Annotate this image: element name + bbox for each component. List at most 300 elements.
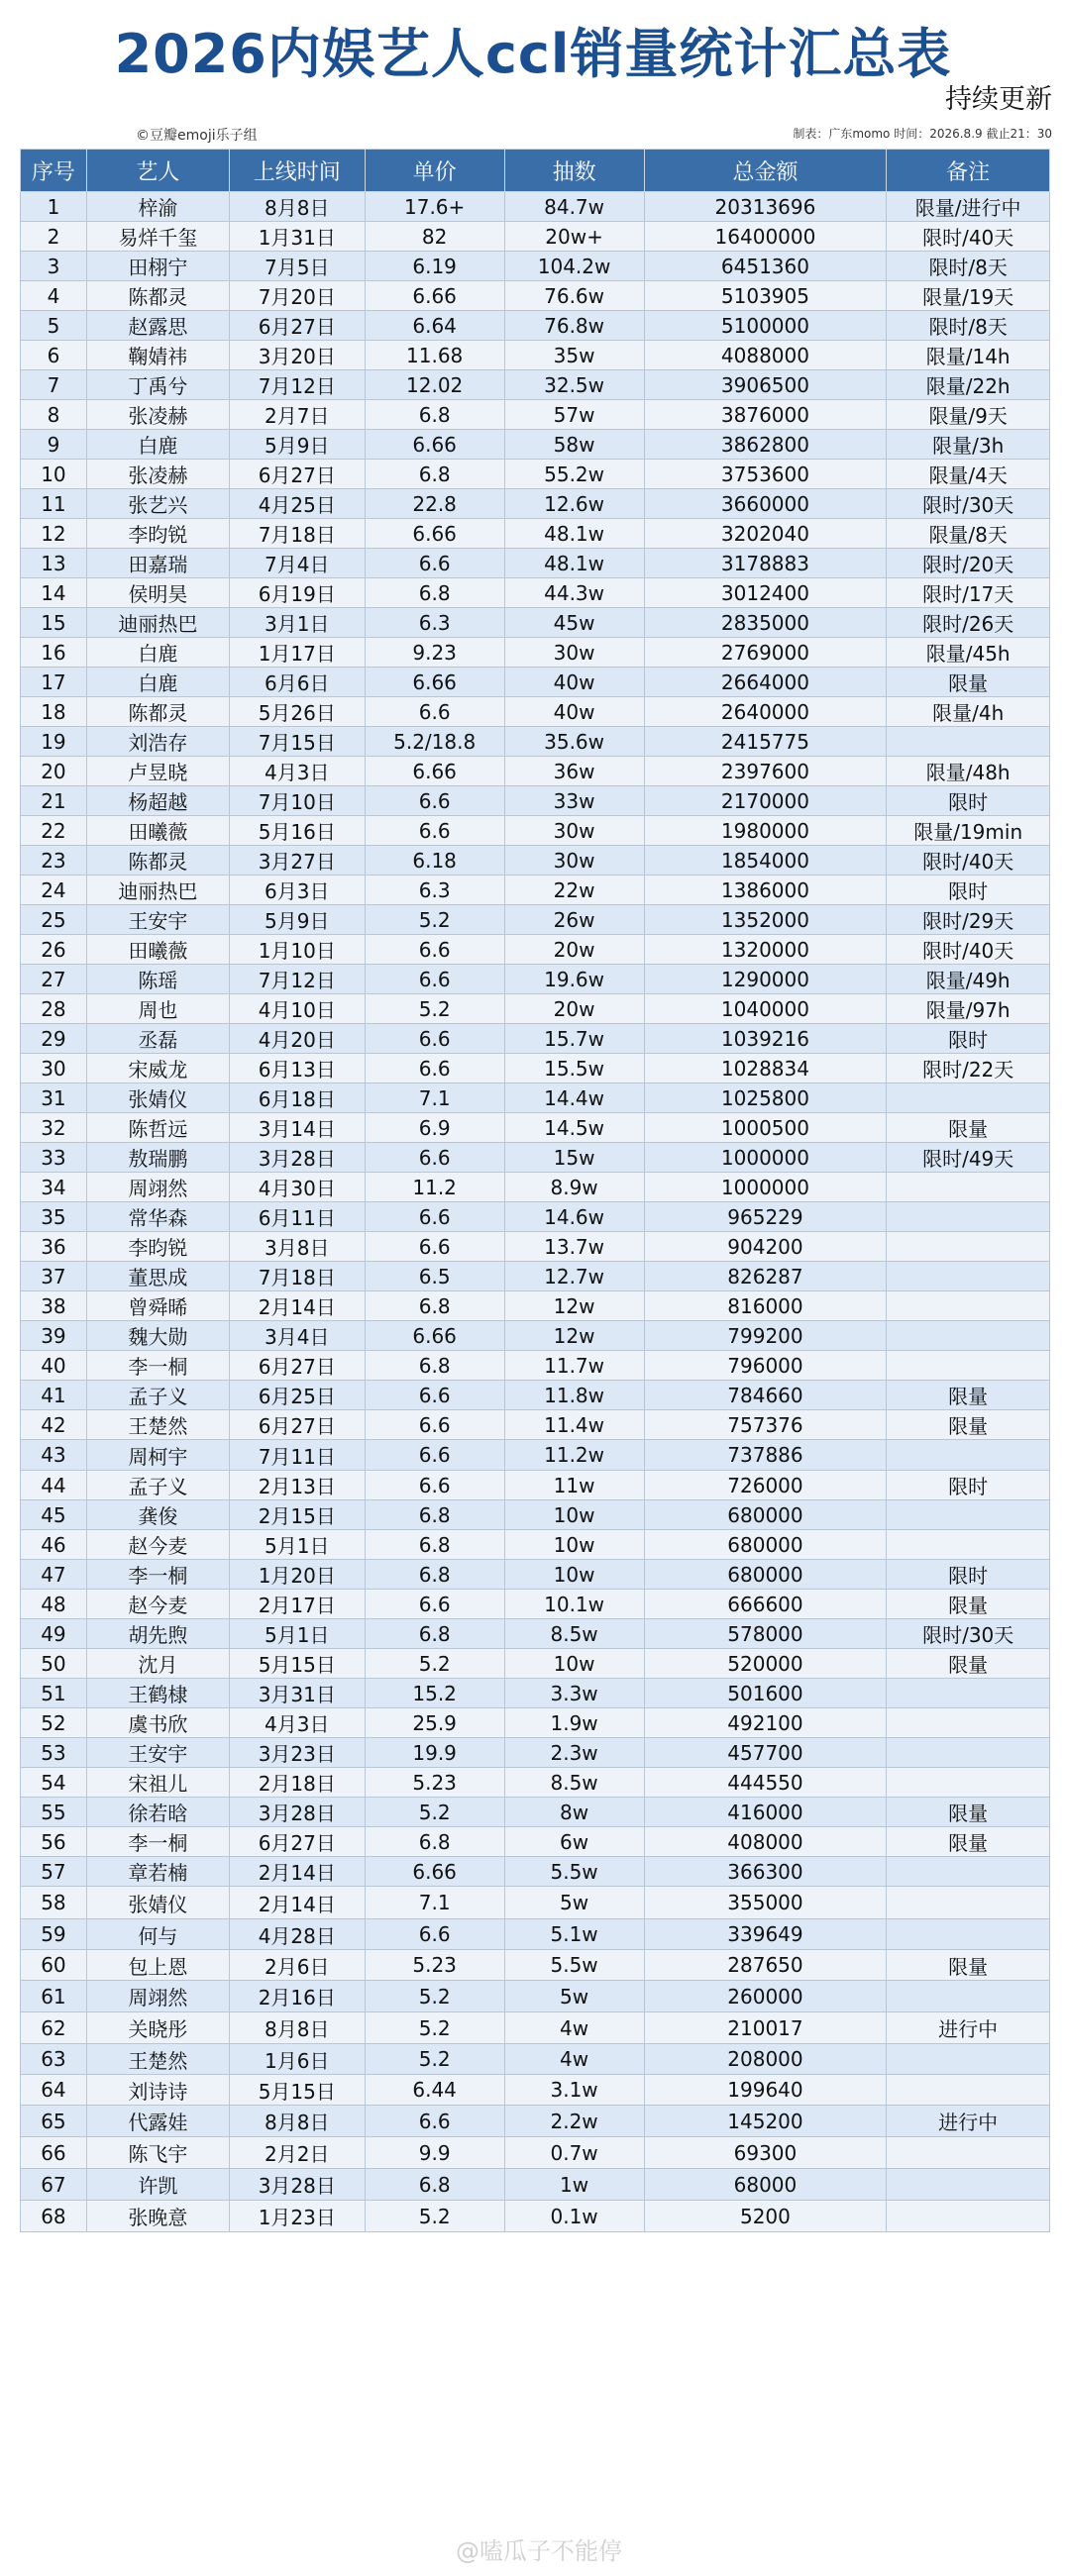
cell-index: 53 bbox=[21, 1738, 87, 1768]
cell-unit-price: 6.6 bbox=[365, 1919, 504, 1950]
cell-unit-price: 6.64 bbox=[365, 311, 504, 341]
cell-index: 61 bbox=[21, 1981, 87, 2012]
cell-unit-price: 6.6 bbox=[365, 1232, 504, 1262]
cell-draws: 0.1w bbox=[504, 2201, 644, 2232]
table-row bbox=[21, 1679, 1050, 1708]
cell-total: 6451360 bbox=[644, 252, 887, 281]
cell-artist: 易烊千玺 bbox=[86, 222, 229, 252]
cell-note bbox=[887, 1919, 1050, 1950]
cell-note bbox=[887, 1857, 1050, 1887]
cell-draws: 57w bbox=[504, 400, 644, 430]
table-row bbox=[21, 2106, 1050, 2137]
cell-draws: 44.3w bbox=[504, 578, 644, 608]
cell-artist: 徐若晗 bbox=[86, 1798, 229, 1827]
cell-draws: 30w bbox=[504, 846, 644, 876]
cell-index: 25 bbox=[21, 905, 87, 935]
cell-unit-price: 6.6 bbox=[365, 786, 504, 816]
cell-unit-price: 6.9 bbox=[365, 1113, 504, 1143]
cell-draws: 1w bbox=[504, 2169, 644, 2201]
table-row bbox=[21, 1768, 1050, 1798]
cell-unit-price: 5.2 bbox=[365, 2012, 504, 2044]
cell-total: 210017 bbox=[644, 2012, 887, 2044]
table-row bbox=[21, 430, 1050, 460]
cell-artist: 田曦薇 bbox=[86, 816, 229, 846]
cell-total: 666600 bbox=[644, 1590, 887, 1619]
table-row bbox=[21, 1560, 1050, 1590]
table-row bbox=[21, 965, 1050, 994]
table-row bbox=[21, 1143, 1050, 1173]
cell-launch-date: 3月28日 bbox=[229, 1143, 365, 1173]
cell-index: 33 bbox=[21, 1143, 87, 1173]
cell-unit-price: 19.9 bbox=[365, 1738, 504, 1768]
table-row bbox=[21, 905, 1050, 935]
cell-draws: 14.5w bbox=[504, 1113, 644, 1143]
cell-total: 5103905 bbox=[644, 281, 887, 311]
cell-draws: 48.1w bbox=[504, 549, 644, 578]
cell-index: 28 bbox=[21, 994, 87, 1024]
cell-unit-price: 11.68 bbox=[365, 341, 504, 370]
cell-artist: 关晓彤 bbox=[86, 2012, 229, 2044]
table-row bbox=[21, 1054, 1050, 1083]
cell-total: 287650 bbox=[644, 1950, 887, 1981]
table-row bbox=[21, 1291, 1050, 1321]
cell-artist: 曾舜晞 bbox=[86, 1291, 229, 1321]
cell-index: 12 bbox=[21, 519, 87, 549]
cell-draws: 8.5w bbox=[504, 1768, 644, 1798]
cell-index: 43 bbox=[21, 1440, 87, 1471]
table-header bbox=[21, 150, 1050, 192]
cell-index: 57 bbox=[21, 1857, 87, 1887]
cell-launch-date: 4月20日 bbox=[229, 1024, 365, 1054]
cell-unit-price: 6.6 bbox=[365, 697, 504, 727]
cell-artist: 包上恩 bbox=[86, 1950, 229, 1981]
cell-index: 16 bbox=[21, 638, 87, 668]
cell-index: 23 bbox=[21, 846, 87, 876]
cell-artist: 陈都灵 bbox=[86, 697, 229, 727]
table-row bbox=[21, 668, 1050, 697]
cell-unit-price: 6.8 bbox=[365, 1530, 504, 1560]
cell-index: 7 bbox=[21, 370, 87, 400]
cell-artist: 王安宇 bbox=[86, 1738, 229, 1768]
cell-index: 41 bbox=[21, 1381, 87, 1410]
cell-unit-price: 5.2 bbox=[365, 1798, 504, 1827]
table-row bbox=[21, 757, 1050, 786]
cell-draws: 40w bbox=[504, 697, 644, 727]
cell-note: 限量 bbox=[887, 1798, 1050, 1827]
cell-total: 3753600 bbox=[644, 460, 887, 489]
cell-index: 10 bbox=[21, 460, 87, 489]
cell-artist: 迪丽热巴 bbox=[86, 608, 229, 638]
cell-artist: 杨超越 bbox=[86, 786, 229, 816]
cell-index: 9 bbox=[21, 430, 87, 460]
table-row bbox=[21, 2075, 1050, 2106]
cell-unit-price: 6.5 bbox=[365, 1262, 504, 1291]
cell-draws: 12.6w bbox=[504, 489, 644, 519]
cell-launch-date: 2月14日 bbox=[229, 1857, 365, 1887]
cell-note: 限量/19天 bbox=[887, 281, 1050, 311]
cell-artist: 宋祖儿 bbox=[86, 1768, 229, 1798]
cell-launch-date: 3月28日 bbox=[229, 2169, 365, 2201]
table-row bbox=[21, 1590, 1050, 1619]
cell-artist: 王安宇 bbox=[86, 905, 229, 935]
table-row bbox=[21, 1857, 1050, 1887]
cell-index: 1 bbox=[21, 192, 87, 222]
cell-note bbox=[887, 1351, 1050, 1381]
cell-total: 444550 bbox=[644, 1768, 887, 1798]
cell-draws: 10w bbox=[504, 1649, 644, 1679]
cell-draws: 1.9w bbox=[504, 1708, 644, 1738]
cell-unit-price: 6.66 bbox=[365, 668, 504, 697]
cell-artist: 王楚然 bbox=[86, 1410, 229, 1440]
table-row bbox=[21, 786, 1050, 816]
cell-artist: 宋威龙 bbox=[86, 1054, 229, 1083]
cell-artist: 龚俊 bbox=[86, 1500, 229, 1530]
table-row bbox=[21, 876, 1050, 905]
cell-draws: 20w+ bbox=[504, 222, 644, 252]
cell-launch-date: 6月13日 bbox=[229, 1054, 365, 1083]
cell-launch-date: 3月20日 bbox=[229, 341, 365, 370]
cell-launch-date: 6月27日 bbox=[229, 1827, 365, 1857]
cell-total: 726000 bbox=[644, 1471, 887, 1500]
cell-total: 1980000 bbox=[644, 816, 887, 846]
cell-draws: 14.6w bbox=[504, 1202, 644, 1232]
cell-artist: 敖瑞鹏 bbox=[86, 1143, 229, 1173]
cell-total: 501600 bbox=[644, 1679, 887, 1708]
cell-total: 3202040 bbox=[644, 519, 887, 549]
cell-note: 限量 bbox=[887, 1113, 1050, 1143]
header-total: 总金额 bbox=[644, 150, 887, 192]
cell-unit-price: 6.6 bbox=[365, 1143, 504, 1173]
cell-total: 3876000 bbox=[644, 400, 887, 430]
cell-launch-date: 3月23日 bbox=[229, 1738, 365, 1768]
cell-total: 680000 bbox=[644, 1500, 887, 1530]
cell-total: 1028834 bbox=[644, 1054, 887, 1083]
cell-unit-price: 6.6 bbox=[365, 1381, 504, 1410]
cell-index: 64 bbox=[21, 2075, 87, 2106]
cell-draws: 5w bbox=[504, 1981, 644, 2012]
author-time-note: 制表：广东momo 时间：2026.8.9 截止21：30 bbox=[793, 127, 1052, 141]
cell-draws: 2.3w bbox=[504, 1738, 644, 1768]
cell-draws: 10w bbox=[504, 1560, 644, 1590]
cell-unit-price: 6.8 bbox=[365, 1500, 504, 1530]
cell-draws: 20w bbox=[504, 935, 644, 965]
cell-launch-date: 2月18日 bbox=[229, 1768, 365, 1798]
cell-note: 限量 bbox=[887, 1381, 1050, 1410]
cell-note: 限量/45h bbox=[887, 638, 1050, 668]
cell-draws: 11.2w bbox=[504, 1440, 644, 1471]
cell-artist: 陈哲远 bbox=[86, 1113, 229, 1143]
header-artist: 艺人 bbox=[86, 150, 229, 192]
cell-unit-price: 6.44 bbox=[365, 2075, 504, 2106]
cell-note: 限时/49天 bbox=[887, 1143, 1050, 1173]
cell-note: 限时 bbox=[887, 1471, 1050, 1500]
cell-draws: 14.4w bbox=[504, 1083, 644, 1113]
cell-total: 2640000 bbox=[644, 697, 887, 727]
cell-index: 14 bbox=[21, 578, 87, 608]
table-row bbox=[21, 311, 1050, 341]
table-row bbox=[21, 2201, 1050, 2232]
table-row bbox=[21, 2044, 1050, 2075]
cell-index: 6 bbox=[21, 341, 87, 370]
cell-launch-date: 4月30日 bbox=[229, 1173, 365, 1202]
table-row bbox=[21, 1173, 1050, 1202]
table-row bbox=[21, 1919, 1050, 1950]
cell-note bbox=[887, 1738, 1050, 1768]
cell-launch-date: 5月1日 bbox=[229, 1619, 365, 1649]
cell-note bbox=[887, 1530, 1050, 1560]
cell-launch-date: 7月11日 bbox=[229, 1440, 365, 1471]
cell-total: 2415775 bbox=[644, 727, 887, 757]
cell-launch-date: 6月3日 bbox=[229, 876, 365, 905]
cell-launch-date: 2月17日 bbox=[229, 1590, 365, 1619]
page-title: 2026内娱艺人ccl销量统计汇总表 bbox=[114, 23, 952, 85]
cell-artist: 陈瑶 bbox=[86, 965, 229, 994]
cell-note: 限时/40天 bbox=[887, 222, 1050, 252]
cell-unit-price: 6.6 bbox=[365, 935, 504, 965]
cell-draws: 5.5w bbox=[504, 1857, 644, 1887]
cell-launch-date: 6月27日 bbox=[229, 311, 365, 341]
table-row bbox=[21, 2137, 1050, 2169]
cell-note: 限时 bbox=[887, 1024, 1050, 1054]
cell-index: 26 bbox=[21, 935, 87, 965]
cell-note: 限量/4天 bbox=[887, 460, 1050, 489]
table-row bbox=[21, 1083, 1050, 1113]
cell-index: 32 bbox=[21, 1113, 87, 1143]
cell-note: 限时/22天 bbox=[887, 1054, 1050, 1083]
cell-artist: 李一桐 bbox=[86, 1560, 229, 1590]
cell-total: 492100 bbox=[644, 1708, 887, 1738]
cell-index: 55 bbox=[21, 1798, 87, 1827]
cell-artist: 张艺兴 bbox=[86, 489, 229, 519]
cell-index: 54 bbox=[21, 1768, 87, 1798]
table-row bbox=[21, 1262, 1050, 1291]
cell-note: 限时/20天 bbox=[887, 549, 1050, 578]
cell-total: 1040000 bbox=[644, 994, 887, 1024]
cell-artist: 周柯宇 bbox=[86, 1440, 229, 1471]
table-row bbox=[21, 816, 1050, 846]
sales-table bbox=[20, 149, 1050, 2232]
cell-unit-price: 5.23 bbox=[365, 1950, 504, 1981]
cell-unit-price: 6.8 bbox=[365, 1351, 504, 1381]
cell-index: 24 bbox=[21, 876, 87, 905]
cell-total: 578000 bbox=[644, 1619, 887, 1649]
cell-artist: 胡先煦 bbox=[86, 1619, 229, 1649]
cell-draws: 30w bbox=[504, 638, 644, 668]
cell-unit-price: 11.2 bbox=[365, 1173, 504, 1202]
cell-total: 5200 bbox=[644, 2201, 887, 2232]
cell-unit-price: 6.8 bbox=[365, 460, 504, 489]
cell-unit-price: 6.18 bbox=[365, 846, 504, 876]
cell-unit-price: 6.19 bbox=[365, 252, 504, 281]
table-row bbox=[21, 1024, 1050, 1054]
cell-draws: 19.6w bbox=[504, 965, 644, 994]
cell-note: 限时/8天 bbox=[887, 252, 1050, 281]
table-row bbox=[21, 1981, 1050, 2012]
cell-index: 5 bbox=[21, 311, 87, 341]
cell-artist: 许凯 bbox=[86, 2169, 229, 2201]
cell-artist: 孟子义 bbox=[86, 1471, 229, 1500]
cell-index: 39 bbox=[21, 1321, 87, 1351]
cell-total: 416000 bbox=[644, 1798, 887, 1827]
cell-launch-date: 3月31日 bbox=[229, 1679, 365, 1708]
cell-draws: 4w bbox=[504, 2012, 644, 2044]
cell-artist: 李昀锐 bbox=[86, 519, 229, 549]
cell-artist: 董思成 bbox=[86, 1262, 229, 1291]
cell-total: 1000000 bbox=[644, 1173, 887, 1202]
cell-launch-date: 7月18日 bbox=[229, 1262, 365, 1291]
table-row bbox=[21, 727, 1050, 757]
cell-note bbox=[887, 1291, 1050, 1321]
cell-index: 50 bbox=[21, 1649, 87, 1679]
cell-index: 65 bbox=[21, 2106, 87, 2137]
cell-artist: 张凌赫 bbox=[86, 460, 229, 489]
cell-launch-date: 4月3日 bbox=[229, 757, 365, 786]
cell-draws: 15.5w bbox=[504, 1054, 644, 1083]
cell-launch-date: 5月26日 bbox=[229, 697, 365, 727]
cell-launch-date: 3月27日 bbox=[229, 846, 365, 876]
cell-index: 19 bbox=[21, 727, 87, 757]
cell-artist: 卢昱晓 bbox=[86, 757, 229, 786]
cell-index: 30 bbox=[21, 1054, 87, 1083]
cell-total: 784660 bbox=[644, 1381, 887, 1410]
cell-draws: 8w bbox=[504, 1798, 644, 1827]
cell-unit-price: 9.23 bbox=[365, 638, 504, 668]
cell-total: 796000 bbox=[644, 1351, 887, 1381]
cell-index: 2 bbox=[21, 222, 87, 252]
cell-index: 51 bbox=[21, 1679, 87, 1708]
cell-draws: 104.2w bbox=[504, 252, 644, 281]
cell-launch-date: 1月23日 bbox=[229, 2201, 365, 2232]
cell-launch-date: 2月15日 bbox=[229, 1500, 365, 1530]
cell-note: 限时 bbox=[887, 786, 1050, 816]
cell-total: 339649 bbox=[644, 1919, 887, 1950]
cell-artist: 张婧仪 bbox=[86, 1083, 229, 1113]
cell-unit-price: 12.02 bbox=[365, 370, 504, 400]
cell-unit-price: 17.6+ bbox=[365, 192, 504, 222]
cell-artist: 李一桐 bbox=[86, 1351, 229, 1381]
cell-launch-date: 6月27日 bbox=[229, 460, 365, 489]
cell-note bbox=[887, 727, 1050, 757]
cell-launch-date: 4月28日 bbox=[229, 1919, 365, 1950]
cell-launch-date: 1月6日 bbox=[229, 2044, 365, 2075]
cell-draws: 35.6w bbox=[504, 727, 644, 757]
cell-note: 限量 bbox=[887, 1410, 1050, 1440]
cell-index: 56 bbox=[21, 1827, 87, 1857]
cell-total: 20313696 bbox=[644, 192, 887, 222]
cell-launch-date: 3月4日 bbox=[229, 1321, 365, 1351]
cell-unit-price: 6.6 bbox=[365, 1024, 504, 1054]
cell-artist: 王鹤棣 bbox=[86, 1679, 229, 1708]
cell-launch-date: 5月9日 bbox=[229, 430, 365, 460]
subtitle: 持续更新 bbox=[945, 84, 1052, 115]
cell-artist: 代露娃 bbox=[86, 2106, 229, 2137]
cell-note: 限量/22h bbox=[887, 370, 1050, 400]
cell-total: 1039216 bbox=[644, 1024, 887, 1054]
table-row bbox=[21, 578, 1050, 608]
table-row bbox=[21, 400, 1050, 430]
table-row bbox=[21, 994, 1050, 1024]
cell-launch-date: 7月20日 bbox=[229, 281, 365, 311]
cell-total: 2769000 bbox=[644, 638, 887, 668]
cell-total: 737886 bbox=[644, 1440, 887, 1471]
cell-total: 208000 bbox=[644, 2044, 887, 2075]
cell-artist: 白鹿 bbox=[86, 430, 229, 460]
cell-launch-date: 4月3日 bbox=[229, 1708, 365, 1738]
cell-note bbox=[887, 1173, 1050, 1202]
cell-draws: 12w bbox=[504, 1321, 644, 1351]
cell-draws: 8.5w bbox=[504, 1619, 644, 1649]
cell-launch-date: 4月10日 bbox=[229, 994, 365, 1024]
cell-artist: 常华森 bbox=[86, 1202, 229, 1232]
table-row bbox=[21, 638, 1050, 668]
cell-unit-price: 25.9 bbox=[365, 1708, 504, 1738]
cell-launch-date: 5月1日 bbox=[229, 1530, 365, 1560]
cell-note bbox=[887, 1708, 1050, 1738]
cell-draws: 0.7w bbox=[504, 2137, 644, 2169]
cell-launch-date: 7月18日 bbox=[229, 519, 365, 549]
cell-launch-date: 8月8日 bbox=[229, 2012, 365, 2044]
cell-draws: 2.2w bbox=[504, 2106, 644, 2137]
cell-index: 29 bbox=[21, 1024, 87, 1054]
cell-unit-price: 6.8 bbox=[365, 1619, 504, 1649]
table-row bbox=[21, 1708, 1050, 1738]
watermark: @嗑瓜子不能停 bbox=[456, 2537, 622, 2565]
cell-index: 8 bbox=[21, 400, 87, 430]
table-row bbox=[21, 1351, 1050, 1381]
cell-draws: 10w bbox=[504, 1500, 644, 1530]
cell-note: 限量/14h bbox=[887, 341, 1050, 370]
cell-total: 4088000 bbox=[644, 341, 887, 370]
cell-total: 5100000 bbox=[644, 311, 887, 341]
cell-total: 1290000 bbox=[644, 965, 887, 994]
cell-unit-price: 6.6 bbox=[365, 816, 504, 846]
cell-artist: 丞磊 bbox=[86, 1024, 229, 1054]
cell-index: 63 bbox=[21, 2044, 87, 2075]
cell-index: 34 bbox=[21, 1173, 87, 1202]
table-row bbox=[21, 252, 1050, 281]
table-row bbox=[21, 1649, 1050, 1679]
cell-draws: 12w bbox=[504, 1291, 644, 1321]
cell-artist: 田栩宁 bbox=[86, 252, 229, 281]
cell-draws: 45w bbox=[504, 608, 644, 638]
cell-launch-date: 2月6日 bbox=[229, 1950, 365, 1981]
cell-draws: 13.7w bbox=[504, 1232, 644, 1262]
cell-draws: 35w bbox=[504, 341, 644, 370]
cell-index: 58 bbox=[21, 1887, 87, 1919]
cell-draws: 11w bbox=[504, 1471, 644, 1500]
cell-note bbox=[887, 2075, 1050, 2106]
cell-launch-date: 2月16日 bbox=[229, 1981, 365, 2012]
cell-unit-price: 15.2 bbox=[365, 1679, 504, 1708]
cell-total: 366300 bbox=[644, 1857, 887, 1887]
cell-note: 限时/29天 bbox=[887, 905, 1050, 935]
cell-launch-date: 5月15日 bbox=[229, 1649, 365, 1679]
table-row bbox=[21, 1232, 1050, 1262]
cell-note: 限时/26天 bbox=[887, 608, 1050, 638]
cell-artist: 周也 bbox=[86, 994, 229, 1024]
cell-index: 47 bbox=[21, 1560, 87, 1590]
cell-total: 355000 bbox=[644, 1887, 887, 1919]
table-row bbox=[21, 1798, 1050, 1827]
cell-note: 限量/19min bbox=[887, 816, 1050, 846]
cell-total: 520000 bbox=[644, 1649, 887, 1679]
cell-unit-price: 5.2/18.8 bbox=[365, 727, 504, 757]
cell-total: 826287 bbox=[644, 1262, 887, 1291]
cell-unit-price: 6.6 bbox=[365, 1202, 504, 1232]
cell-total: 904200 bbox=[644, 1232, 887, 1262]
cell-unit-price: 22.8 bbox=[365, 489, 504, 519]
table-row bbox=[21, 608, 1050, 638]
